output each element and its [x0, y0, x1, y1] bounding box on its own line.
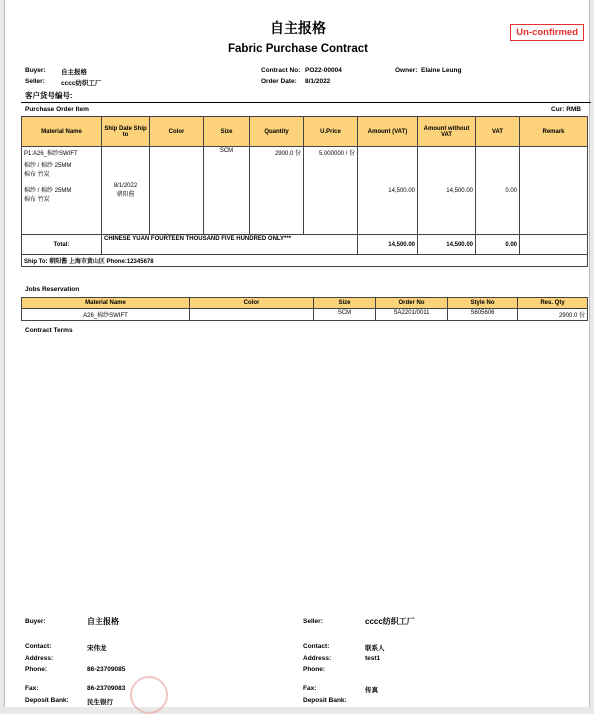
col-vat: VAT — [476, 117, 520, 147]
col-res-qty: Res. Qty — [518, 298, 588, 309]
customer-code-label: 客户货号编号: — [25, 91, 73, 100]
cell-color — [190, 309, 314, 321]
company-seal-stamp — [130, 676, 168, 714]
cell-res-qty: 2900.0 份 — [518, 309, 588, 321]
contract-no-value: PO22-00004 — [305, 67, 342, 74]
cell-size: SCM — [314, 309, 376, 321]
col-amount-vat: Amount (VAT) — [358, 117, 418, 147]
currency-label: Cur: RMB — [551, 106, 581, 113]
footer-seller-fax-value: 传真 — [365, 687, 378, 694]
col-remark: Remark — [520, 117, 588, 147]
footer-buyer-value: 自主报格 — [87, 617, 119, 626]
col-material-name: Material Name — [22, 117, 102, 147]
seller-value: cccc纺织工厂 — [61, 80, 102, 87]
ship-to-line: Ship To: 朝阳酱 上海市黄山区 Phone:12345678 — [22, 255, 588, 267]
buyer-label: Buyer: — [25, 67, 46, 74]
footer-bank-value: 民生银行 — [87, 699, 113, 706]
jobs-table — [21, 297, 588, 321]
buyer-value: 自主报格 — [61, 69, 87, 76]
document-title: 自主报格 — [270, 20, 326, 36]
status-badge: Un-confirmed — [510, 24, 584, 41]
footer-phone-label: Phone: — [25, 666, 48, 673]
cell-vat: 0.00 — [476, 147, 520, 235]
cell-amount-vat: 14,500.00 — [358, 147, 418, 235]
table-row — [22, 147, 588, 235]
total-label: Total: — [22, 235, 102, 255]
col-order-no: Order No — [376, 298, 448, 309]
order-date-label: Order Date: — [261, 78, 297, 85]
footer-seller-label: Seller: — [303, 618, 323, 625]
owner-value: Elaine Leung — [421, 67, 462, 74]
footer-seller-contact-value: 联系人 — [365, 645, 385, 652]
order-date-value: 8/1/2022 — [305, 78, 331, 85]
cell-material — [22, 147, 102, 235]
total-in-words: CHINESE YUAN FOURTEEN THOUSAND FIVE HUNDRED ONLY*** — [102, 235, 358, 255]
contract-no-label: Contract No: — [261, 67, 301, 74]
footer-seller-contact-label: Contact: — [303, 643, 330, 650]
po-table — [21, 116, 588, 267]
material-name: P1:A26_棉纱SWIFT — [24, 151, 78, 157]
col-material-name: Material Name — [22, 298, 190, 309]
footer-bank-label: Deposit Bank: — [25, 697, 69, 704]
col-ship-date: Ship Date Ship to — [102, 117, 150, 147]
col-quantity: Quantity — [250, 117, 304, 147]
ship-date: 8/1/2022 — [113, 183, 138, 189]
footer-fax-label: Fax: — [25, 685, 39, 692]
footer-seller-address-label: Address: — [303, 655, 332, 662]
total-amount-vat: 14,500.00 — [358, 235, 418, 255]
contract-terms-label: Contract Terms — [25, 327, 73, 334]
table-row — [22, 309, 588, 321]
col-style-no: Style No — [448, 298, 518, 309]
material-detail: 棉布 竹炭 — [24, 197, 50, 203]
cell-ship-date — [102, 147, 150, 235]
header-divider — [21, 102, 591, 103]
material-detail: 棉布 竹炭 — [24, 172, 50, 178]
cell-color — [150, 147, 204, 235]
footer-seller-bank-label: Deposit Bank: — [303, 697, 347, 704]
cell-unit-price: 5.000000 / 份 — [304, 147, 358, 235]
owner-label: Owner: — [395, 67, 418, 74]
total-amount-wo-vat: 14,500.00 — [418, 235, 476, 255]
footer-fax-value: 86-23709083 — [87, 685, 126, 692]
col-size: Size — [204, 117, 250, 147]
material-detail: 棉纱 / 棉纱 25MM — [24, 163, 72, 169]
total-row — [22, 235, 588, 255]
col-color: Color — [150, 117, 204, 147]
total-vat: 0.00 — [476, 235, 520, 255]
col-color: Color — [190, 298, 314, 309]
footer-seller-fax-label: Fax: — [303, 685, 317, 692]
total-remark — [520, 235, 588, 255]
footer-seller-value: cccc纺织工厂 — [365, 617, 415, 626]
document-subtitle: Fabric Purchase Contract — [228, 43, 368, 55]
footer-contact-value: 宋伟龙 — [87, 645, 107, 652]
cell-remark — [520, 147, 588, 235]
footer-buyer-label: Buyer: — [25, 618, 46, 625]
jobs-section-title: Jobs Reservation — [25, 286, 80, 293]
footer-address-label: Address: — [25, 655, 54, 662]
col-amount-wo-vat: Amount without VAT — [418, 117, 476, 147]
material-detail: 棉纱 / 棉纱 25MM — [24, 188, 72, 194]
footer-contact-label: Contact: — [25, 643, 52, 650]
cell-style-no: S605606 — [448, 309, 518, 321]
ship-to: 朝阳酱 — [116, 192, 135, 198]
footer-seller-address-value: test1 — [365, 655, 381, 662]
po-section-title: Purchase Order Item — [25, 106, 89, 113]
footer-phone-value: 86-23709085 — [87, 666, 126, 673]
cell-order-no: SA2201/0011 — [376, 309, 448, 321]
footer-seller-phone-label: Phone: — [303, 666, 326, 673]
cell-material: A26_棉纱SWIFT — [22, 309, 190, 321]
cell-amount-wo-vat: 14,500.00 — [418, 147, 476, 235]
col-unit-price: U.Price — [304, 117, 358, 147]
seller-label: Seller: — [25, 78, 45, 85]
cell-quantity: 2900.0 份 — [250, 147, 304, 235]
col-size: Size — [314, 298, 376, 309]
cell-size: SCM — [204, 147, 250, 235]
contract-page — [4, 0, 590, 707]
